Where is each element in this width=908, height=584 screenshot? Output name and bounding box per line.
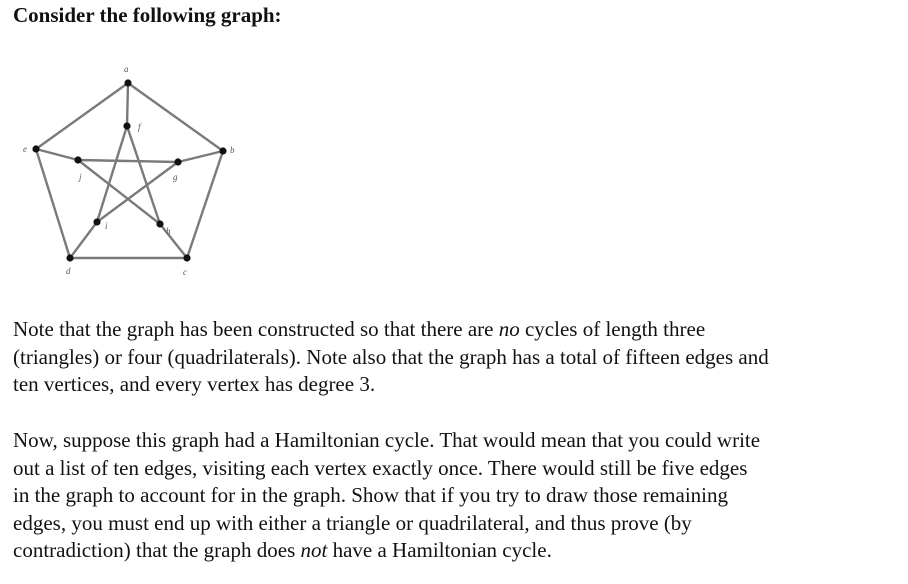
edge-f-h xyxy=(127,126,160,224)
graph-vertex-labels xyxy=(23,64,235,277)
paragraph1-line3: ten vertices, and every vertex has degree 3. xyxy=(13,372,376,397)
edge-a-f xyxy=(127,83,128,126)
paragraph1-line1: Note that the graph has been constructed so that there are no cycles of length three xyxy=(13,317,706,341)
edge-j-h xyxy=(78,160,160,224)
edge-f-i xyxy=(97,126,127,222)
edge-e-a xyxy=(36,83,128,149)
graph-edges xyxy=(36,83,223,258)
paragraph2-line1: Now, suppose this graph had a Hamiltonian cycle. That would mean that you could write xyxy=(13,428,761,452)
emphasis-no: no xyxy=(498,317,520,341)
edge-g-j xyxy=(78,160,178,162)
vertex-label-e: e xyxy=(23,144,27,154)
vertex-label-j: j xyxy=(79,172,82,182)
vertex-i xyxy=(93,218,100,225)
vertex-g xyxy=(174,158,181,165)
edge-c-h xyxy=(160,224,187,258)
paragraph2-line4: edges, you must end up with either a triangle or quadrilateral, and thus prove (by xyxy=(13,510,692,535)
edge-a-b xyxy=(128,83,223,151)
vertex-label-f: f xyxy=(138,122,141,132)
edge-b-c xyxy=(187,151,223,258)
paragraph2-line2: out a list of ten edges, visiting each vertex exactly once. There would still be five edges xyxy=(13,455,748,480)
vertex-f xyxy=(123,122,130,129)
vertex-a xyxy=(124,79,131,86)
emphasis-not: not xyxy=(300,538,328,563)
vertex-d xyxy=(66,254,73,261)
problem-heading: Consider the following graph: xyxy=(13,3,282,27)
paragraph2-line3: in the graph to account for in the graph. Show that if you try to draw those remaining xyxy=(13,483,728,508)
vertex-e xyxy=(32,145,39,152)
vertex-label-c: c xyxy=(183,267,187,277)
vertex-h xyxy=(156,220,163,227)
vertex-j xyxy=(74,156,81,163)
vertex-label-d: d xyxy=(66,266,71,276)
edge-g-i xyxy=(97,162,178,222)
vertex-label-a: a xyxy=(124,64,129,74)
paragraph-graph-properties xyxy=(13,316,893,399)
paragraph1-line2: (triangles) or four (quadrilaterals). Note also that the graph has a total of fifteen edges and xyxy=(13,344,769,369)
paragraph-hamiltonian-task xyxy=(13,427,893,565)
vertex-label-g: g xyxy=(173,172,178,182)
paragraph2-line5: contradiction) that the graph does not have a Hamiltonian cycle. xyxy=(13,538,552,563)
vertex-label-i: i xyxy=(105,221,108,231)
vertex-label-b: b xyxy=(230,145,235,155)
edge-d-e xyxy=(36,149,70,258)
vertex-label-h: h xyxy=(166,226,171,236)
petersen-graph-figure xyxy=(0,0,300,300)
edge-d-i xyxy=(70,222,97,258)
vertex-b xyxy=(219,147,226,154)
edge-e-j xyxy=(36,149,78,160)
edge-b-g xyxy=(178,151,223,162)
vertex-c xyxy=(183,254,190,261)
